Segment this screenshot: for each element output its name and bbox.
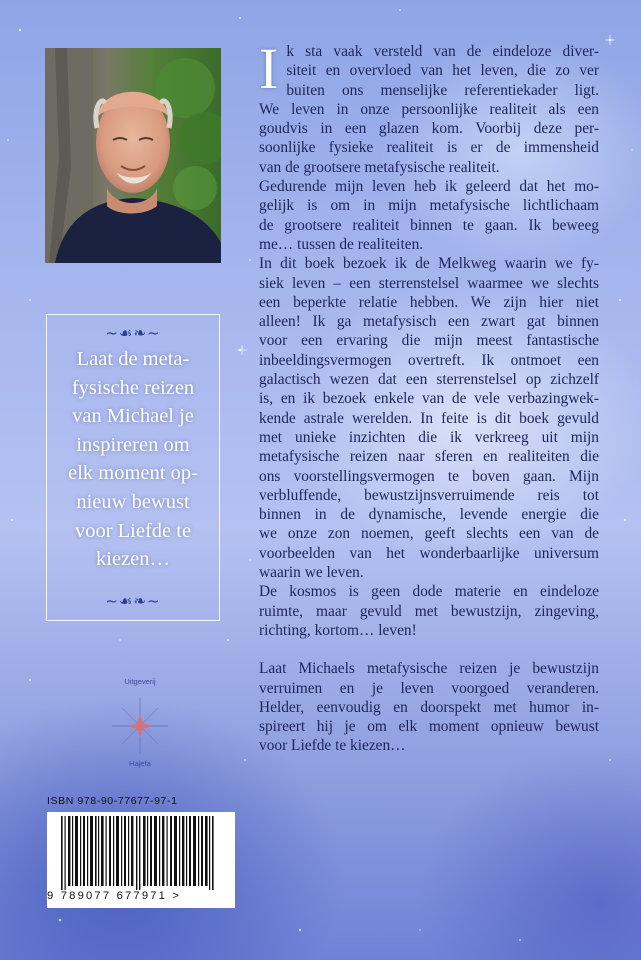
text-line: verbluffende, bewustzijnsverruimende reis tot: [259, 486, 599, 504]
text-line: binnen in de dynamische, levende energie die: [259, 506, 599, 524]
text-line: siek leven – een sterrenstelsel waarmee we slechts: [259, 274, 599, 292]
drop-cap: I: [259, 36, 279, 101]
text-line: waarin we leven.: [259, 564, 364, 582]
text-line: Laat Michaels metafysische reizen je bewustzijn: [259, 660, 599, 678]
quote-line: kiezen…: [96, 548, 170, 571]
text-line: ruimte, maar gevuld met bewustzijn, zingeving,: [259, 602, 599, 620]
barcode-bars: [47, 812, 235, 890]
quote-line: voor Liefde te: [74, 519, 192, 542]
author-photo: [45, 48, 221, 263]
paragraph-2: [259, 177, 599, 254]
text-line: verruimen en je leven voorgoed veranderen.: [259, 679, 599, 697]
text-line: we onze zon noemen, geeft slechts een van de: [259, 525, 599, 543]
isbn-label: ISBN 978-90-77677-97-1: [47, 795, 178, 807]
paragraph-5: [259, 659, 599, 755]
text-line: met unieke inzichten die ik verkreeg uit mijn: [259, 428, 599, 446]
ornament-top: ~☙❧~: [105, 324, 161, 342]
text-line: k sta vaak versteld van de eindeloze diver-: [286, 43, 599, 60]
quote-line: nieuw bewust: [76, 490, 190, 513]
text-line: goudvis in een glazen kom. Voorbij deze per-: [259, 120, 599, 138]
text-line: voor een ervaring die mijn meest fantastische: [259, 332, 599, 350]
text-line: de grootsere realiteit binnen te gaan. Ik beweeg: [259, 216, 599, 234]
ornament-bottom: ~☙❧~: [105, 592, 161, 610]
text-line: Gedurende mijn leven heb ik geleerd dat het mo-: [259, 178, 599, 196]
text-line: In dit boek bezoek ik de Melkweg waarin we fy-: [259, 255, 599, 273]
back-cover-text: [259, 36, 599, 756]
publisher-name: Hajefa: [129, 759, 151, 768]
paragraph-3: [259, 254, 599, 582]
text-line: metafysische reizen naar sferen en realiteiten die: [259, 448, 599, 466]
text-line: voor Liefde te kiezen…: [259, 737, 406, 755]
text-line: van de grootsere metafysische realiteit.: [259, 158, 500, 176]
quote-line: elk moment op-: [68, 462, 198, 485]
quote-text: [51, 345, 215, 574]
text-line: inbeeldingsvermogen overtreft. Ik ontmoet een: [259, 351, 599, 369]
text-line: gelijk is om in mijn metafysische lichtlichaam: [259, 197, 599, 215]
text-line: alleen! Ik ga metafysisch een zwart gat binnen: [259, 313, 599, 331]
text-line: galactisch wezen dat een sterrenstelsel op zichzelf: [259, 371, 599, 389]
paragraph-1: [259, 36, 599, 177]
quote-box: [46, 314, 220, 621]
text-line: is, en ik bezoek enkele van de vele verbazingwek-: [259, 390, 599, 408]
publisher-star-logo: [100, 676, 180, 768]
text-line: een beperkte relatie hebben. We zijn hier niet: [259, 293, 599, 311]
quote-line: van Michael je: [72, 405, 194, 428]
publisher-label: Uitgeverij: [124, 677, 156, 686]
text-line: De kosmos is geen dode materie en eindeloze: [259, 583, 599, 601]
text-line: kende astrale werelden. In feite is dit boek gevuld: [259, 409, 599, 427]
paragraph-spacer: [259, 640, 599, 659]
text-line: soonlijke fysieke realiteit is er de immensheid: [259, 139, 599, 157]
paragraph-4: [259, 582, 599, 640]
quote-line: inspireren om: [76, 433, 190, 456]
text-line: Helder, eenvoudig en doorspekt met humor in-: [259, 698, 599, 716]
text-line: richting, kortom… leven!: [259, 621, 417, 639]
text-line: voorbeelden van het wonderbaarlijke universum: [259, 544, 599, 562]
text-line: me… tussen de realiteiten.: [259, 235, 424, 253]
quote-line: Laat de meta-: [76, 348, 190, 370]
text-line: We leven in onze persoonlijke realiteit als een: [259, 100, 599, 118]
text-line: ons voorstellingsvermogen te boven gaan. Mijn: [259, 467, 599, 485]
text-line: spireert hij je om elk moment opnieuw bewust: [259, 718, 599, 736]
barcode-digits: 9 789077 677971 >: [47, 890, 182, 902]
quote-line: fysische reizen: [71, 376, 195, 399]
text-line: buiten ons menselijke referentiekader ligt.: [286, 81, 599, 99]
text-line: siteit en overvloed van het leven, die zo ver: [286, 62, 599, 80]
